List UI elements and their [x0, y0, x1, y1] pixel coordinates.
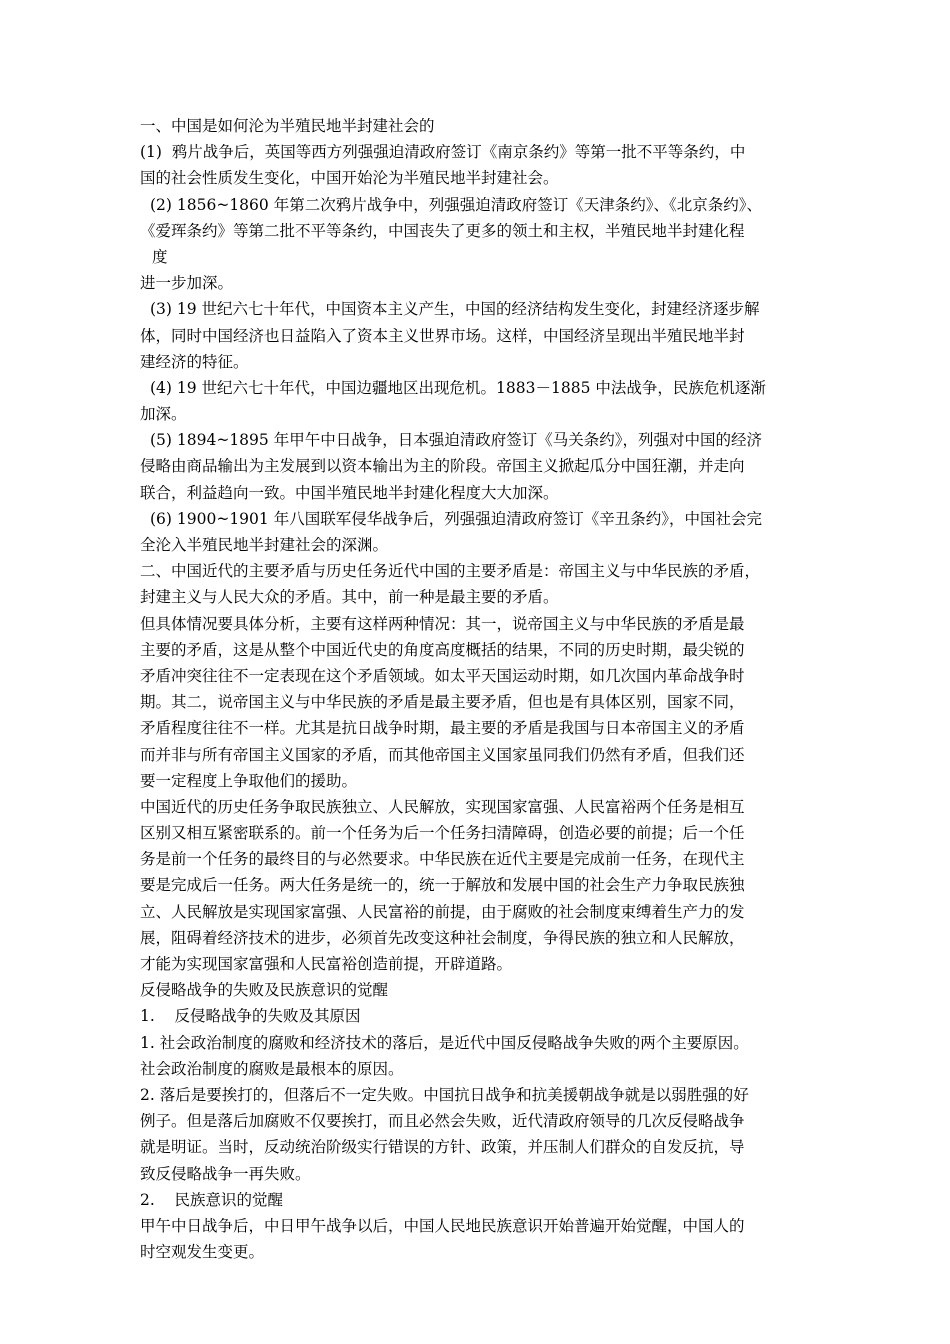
text-line: 1. 社会政治制度的腐败和经济技术的落后，是近代中国反侵略战争失败的两个主要原因。: [140, 1033, 749, 1052]
text-line: 《爱珲条约》等第二批不平等条约，中国丧失了更多的领土和主权，半殖民地半封建化程: [140, 221, 745, 240]
text-line: 2. 民族意识的觉醒: [140, 1190, 283, 1209]
text-line: (4) 19 世纪六七十年代，中国边疆地区出现危机。1883－1885 中法战争，民族危机逐渐: [150, 378, 766, 397]
text-line: 就是明证。当时，反动统治阶级实行错误的方针、政策，并压制人们群众的自发反抗，导: [140, 1138, 745, 1157]
document-body: [140, 113, 820, 1265]
text-line: 封建主义与人民大众的矛盾。其中，前一种是最主要的矛盾。: [140, 588, 559, 607]
text-line: 要是完成后一任务。两大任务是统一的，统一于解放和发展中国的社会生产力争取民族独: [140, 876, 745, 895]
text-line: 一、中国是如何沦为半殖民地半封建社会的: [140, 117, 435, 135]
text-line: 二、中国近代的主要矛盾与历史任务近代中国的主要矛盾是：帝国主义与中华民族的矛盾，: [140, 562, 761, 581]
text-line: (3) 19 世纪六七十年代，中国资本主义产生，中国的经济结构发生变化，封建经济逐步解: [150, 300, 760, 319]
text-line: 甲午中日战争后，中日甲午战争以后，中国人民地民族意识开始普遍开始觉醒，中国人的: [140, 1216, 745, 1235]
text-line: 中国近代的历史任务争取民族独立、人民解放，实现国家富强、人民富裕两个任务是相互: [140, 797, 745, 816]
text-line: 展，阻碍着经济技术的进步，必须首先改变这种社会制度，争得民族的独立和人民解放，: [140, 928, 745, 947]
text-line: 立、人民解放是实现国家富强、人民富裕的前提，由于腐败的社会制度束缚着生产力的发: [140, 902, 745, 921]
text-line: 度: [152, 247, 168, 266]
text-line: 才能为实现国家富强和人民富裕创造前提，开辟道路。: [140, 955, 513, 973]
text-line: 侵略由商品输出为主发展到以资本输出为主的阶段。帝国主义掀起瓜分中国狂潮，并走向: [140, 457, 745, 476]
text-line: 进一步加深。: [140, 274, 234, 293]
text-line: 加深。: [140, 405, 187, 424]
text-line: 期。其二，说帝国主义与中华民族的矛盾是最主要矛盾，但也是有具体区别，国家不同，: [140, 693, 745, 712]
text-line: (6) 1900~1901 年八国联军侵华战争后，列强强迫清政府签订《辛丑条约》，中国社会完: [150, 509, 762, 528]
text-line: (5) 1894~1895 年甲午中日战争，日本强迫清政府签订《马关条约》，列强对中国的经济: [150, 431, 762, 450]
text-line: 而并非与所有帝国主义国家的矛盾，而其他帝国主义国家虽同我们仍然有矛盾，但我们还: [140, 745, 745, 764]
text-line: 矛盾冲突往往不一定表现在这个矛盾领域。如太平天国运动时期，如几次国内革命战争时: [140, 666, 745, 685]
text-line: 社会政治制度的腐败是最根本的原因。: [140, 1059, 404, 1078]
text-line: (1) 鸦片战争后，英国等西方列强强迫清政府签订《南京条约》等第一批不平等条约，中: [140, 143, 746, 162]
text-line: 例子。但是落后加腐败不仅要挨打，而且必然会失败，近代清政府领导的几次反侵略战争: [140, 1112, 745, 1131]
text-line: (2) 1856~1860 年第二次鸦片战争中，列强强迫清政府签订《天津条约》、《北京条约》、: [150, 195, 762, 214]
text-line: 矛盾程度往往不一样。尤其是抗日战争时期，最主要的矛盾是我国与日本帝国主义的矛盾: [140, 719, 745, 738]
text-line: 致反侵略战争一再失败。: [140, 1164, 311, 1183]
text-line: 区别又相互紧密联系的。前一个任务为后一个任务扫清障碍，创造必要的前提；后一个任: [140, 824, 745, 843]
text-line: 反侵略战争的失败及民族意识的觉醒: [140, 981, 389, 1000]
text-line: 务是前一个任务的最终目的与必然要求。中华民族在近代主要是完成前一任务，在现代主: [140, 850, 745, 869]
text-line: 体，同时中国经济也日益陷入了资本主义世界市场。这样，中国经济呈现出半殖民地半封: [140, 326, 745, 345]
text-line: 时空观发生变更。: [140, 1243, 265, 1262]
text-line: 1. 反侵略战争的失败及其原因: [140, 1007, 361, 1026]
text-line: 主要的矛盾，这是从整个中国近代史的角度高度概括的结果，不同的历史时期，最尖锐的: [140, 640, 745, 659]
text-line: 全沦入半殖民地半封建社会的深渊。: [140, 536, 389, 554]
text-line: 建经济的特征。: [140, 352, 249, 371]
text-line: 但具体情况要具体分析，主要有这样两种情况：其一，说帝国主义与中华民族的矛盾是最: [140, 614, 745, 633]
text-line: 要一定程度上争取他们的援助。: [140, 771, 358, 790]
text-line: 国的社会性质发生变化，中国开始沦为半殖民地半封建社会。: [140, 169, 559, 188]
text-line: 2. 落后是要挨打的，但落后不一定失败。中国抗日战争和抗美援朝战争就是以弱胜强的好: [140, 1085, 749, 1104]
text-line: 联合，利益趋向一致。中国半殖民地半封建化程度大大加深。: [140, 483, 559, 502]
